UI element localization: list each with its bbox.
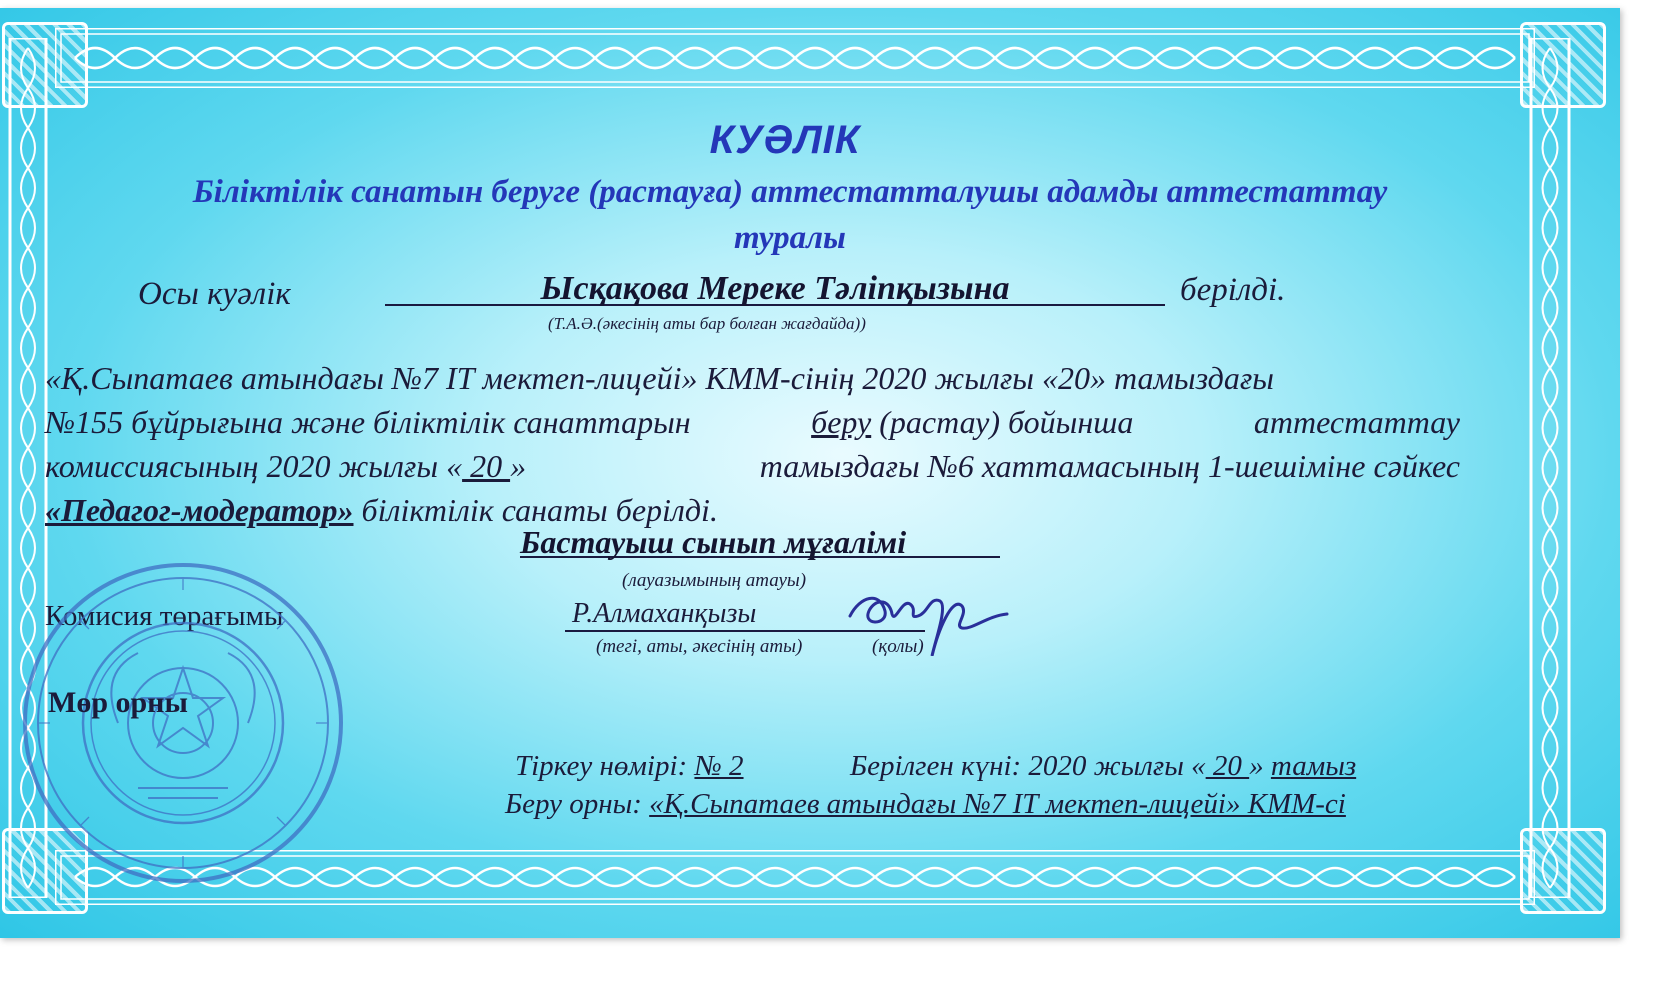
issue-date-mid: » bbox=[1249, 750, 1264, 782]
signature bbox=[840, 576, 1040, 656]
commission-chair-label: Комисия төрағымы bbox=[45, 600, 284, 632]
ornament-corner-bottom-right bbox=[1520, 828, 1606, 914]
body-line-3 bbox=[45, 448, 1460, 485]
body-line-2-give: беру bbox=[811, 404, 872, 440]
issued-suffix: берілді. bbox=[1180, 272, 1286, 308]
body-line-1-text: «Қ.Сыпатаев атындағы №7 ІТ мектеп-лицейі» КММ-сінің 2020 жылғы «20» тамыздағы bbox=[45, 360, 1274, 396]
certificate-card bbox=[0, 8, 1620, 938]
issue-day: 20 bbox=[1205, 750, 1250, 782]
body-line-3-text-c: тамыздағы №6 хаттамасының 1-шешіміне сәйкес bbox=[759, 448, 1460, 484]
certificate-title: КУӘЛІК bbox=[709, 118, 861, 162]
body-line-3-day: 20 bbox=[462, 448, 511, 484]
body-line-4-text: біліктілік санаты берілді. bbox=[353, 492, 718, 528]
certificate-subtitle-line-2: туралы bbox=[734, 220, 846, 256]
registration-number: № 2 bbox=[694, 750, 744, 782]
issued-prefix: Осы куәлік bbox=[138, 276, 291, 312]
body-line-3-text-a: комиссиясының 2020 жылғы « bbox=[45, 448, 463, 484]
registration-label: Тіркеу нөмірі: bbox=[515, 750, 688, 782]
body-line-3-text-b: » bbox=[510, 448, 527, 484]
issue-place-row bbox=[505, 788, 1346, 821]
issue-place: «Қ.Сыпатаев атындағы №7 ІТ мектеп-лицейі» КММ-сі bbox=[649, 788, 1346, 820]
body-line-2-text-c: (растау) бойынша bbox=[879, 404, 1134, 440]
ornament-border-right bbox=[1528, 38, 1573, 898]
chair-name: Р.Алмаханқызы bbox=[572, 598, 757, 629]
ornament-border-top bbox=[55, 28, 1535, 88]
issue-date-label: Берілген күні: 2020 жылғы « bbox=[850, 750, 1206, 782]
official-stamp bbox=[18, 558, 348, 888]
recipient-name: Ысқақова Мереке Тәліпқызына bbox=[540, 270, 1010, 307]
body-line-2-text-d: аттестаттау bbox=[1253, 404, 1460, 440]
body-line-1 bbox=[45, 360, 1460, 397]
position-caption: (лауазымының атауы) bbox=[622, 570, 807, 591]
stamp-place-label: Мөр орны bbox=[48, 686, 188, 719]
ornament-corner-top-right bbox=[1520, 22, 1606, 108]
issue-date-row bbox=[850, 750, 1356, 783]
chair-name-caption: (тегі, аты, әкесінің аты) bbox=[596, 636, 803, 657]
position-title: Бастауыш сынып мұғалімі bbox=[520, 524, 907, 560]
ornament-corner-top-left bbox=[2, 22, 88, 108]
body-line-2 bbox=[45, 404, 1460, 441]
certificate-subtitle-line-1: Біліктілік санатын беруге (растауға) аттестатталушы адамды аттестаттау bbox=[192, 174, 1388, 210]
body-line-2-text-a: №155 бұйрығына және біліктілік санаттарын bbox=[45, 404, 691, 440]
registration-row bbox=[515, 750, 744, 783]
recipient-name-caption: (Т.А.Ә.(әкесінің аты бар болған жағдайда)) bbox=[548, 314, 866, 333]
issue-place-label: Беру орны: bbox=[505, 788, 642, 820]
signature-caption: (қолы) bbox=[872, 636, 924, 657]
issue-month: тамыз bbox=[1270, 750, 1357, 782]
qualification-category: «Педагог-модератор» bbox=[45, 492, 354, 528]
